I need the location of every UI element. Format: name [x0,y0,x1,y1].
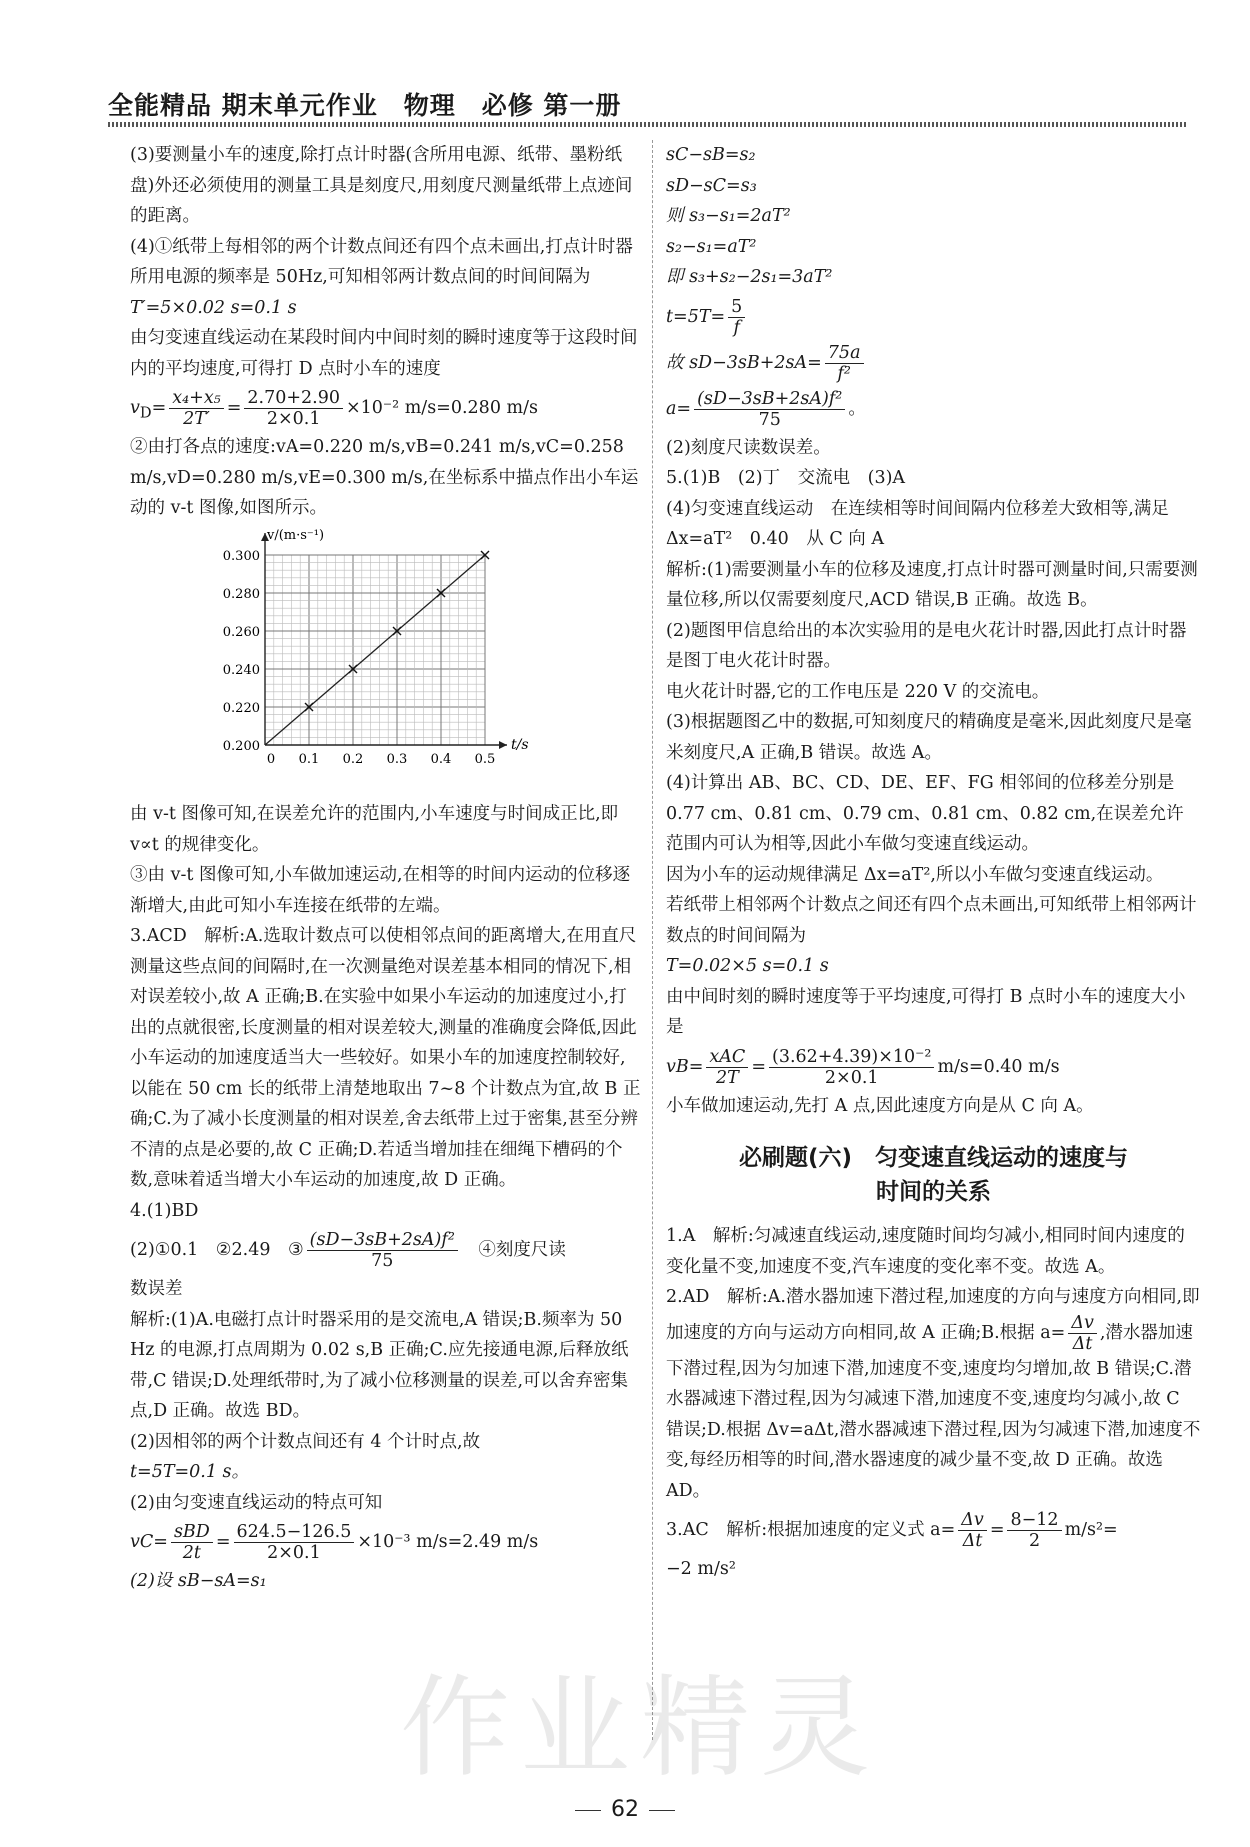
y-tick-label: 0.260 [222,624,260,640]
fraction [769,1047,934,1088]
page-number-value: 62 [611,1797,639,1822]
page-header [108,82,1188,122]
eq-lhs: t=5T= [666,306,726,327]
equation: sC−sB=s₂ [666,145,756,165]
fraction [244,388,343,429]
denominator: 75 [758,409,781,430]
fraction [1007,1510,1061,1551]
numerator: Δv [958,1510,987,1531]
equation: T=0.02×5 s=0.1 s [666,956,829,976]
answer-q5-part1: 5.(1)B (2)丁 交流电 (3)A [666,468,906,488]
text-paragraph: 小车做加速运动,先打 A 点,因此速度方向是从 C 向 A。 [666,1095,1094,1116]
equation-sd [666,341,1201,385]
denominator: 2T′ [183,409,210,429]
text-paragraph: ③由 v-t 图像可知,小车做加速运动,在相等的时间内运动的位移逐渐增大,由此可知小车连接在纸带的左端。 [130,865,631,916]
equation-t [666,295,1201,339]
q4-text: ④刻度尺读 [460,1240,566,1260]
eq-symbol: v [130,398,140,418]
text-paragraph: (2)题图甲信息给出的本次实验用的是电火花计时器,因此打点计时器是图丁电火花计时器。 [666,620,1187,671]
fraction [694,389,845,430]
equation-vb: vB= $\frac{\text{xAC}}{2T}$ = $\frac{\text{(3.62+4.39)×10⁻²}}{2\times 0.1}$ m/s=0.40 m/s [666,1046,1060,1088]
denominator: f [733,317,740,338]
eq-lhs: 故 sD−3sB+2sA= [666,352,822,373]
equation: sD−sC=s₃ [666,175,757,196]
x-tick-label: 0.5 [474,751,496,767]
numerator: 5 [728,297,745,318]
explanation-q5: 解析:(1)需要测量小车的位移及速度,打点计时器可测量时间,只需要测量位移,所以仅需要刻度尺,ACD 错误,B 正确。故选 B。 [666,559,1198,610]
equation-vc: vC= $\frac{\text{sBD}}{2t}$ = $\frac{624.5-126.5}{2\times 0.1}$ ×10⁻³ m/s=2.49 m/s [130,1522,539,1563]
eq-tail: m/s=0.40 m/s [937,1056,1060,1077]
answer-q4-part2 [130,1228,642,1272]
equation: t=5T=0.1 s。 [130,1462,250,1482]
denominator: 2×0.1 [267,1543,321,1563]
page-number-dash [575,1810,601,1811]
eq-tail: 。 [848,398,866,419]
numerator: 624.5−126.5 [234,1522,355,1543]
fraction [169,388,223,429]
numerator: 8−12 [1007,1510,1061,1531]
text-paragraph: ②由打各点的速度:vA=0.220 m/s,vB=0.241 m/s,vC=0.258 m/s,vD=0.280 m/s,vE=0.300 m/s,在坐标系中描点作出小车运动的 v-t 图像,如图所示。 [130,437,639,518]
numerator: 75a [825,343,864,364]
numerator: sBD [171,1522,213,1543]
numerator: xAC [706,1047,748,1068]
column-divider [652,140,653,1740]
denominator: 2T [715,1067,739,1088]
text-paragraph: (3)要测量小车的速度,除打点计时器(含所用电源、纸带、墨粉纸盘)外还必须使用的测量工具是刻度尺,用刻度尺测量纸带上点迹间的距离。 [130,145,633,226]
fraction [706,1047,748,1088]
text-paragraph: (2)刻度尺读数误差。 [666,437,831,458]
answer-q4-part1: 4.(1)BD [130,1200,199,1221]
eq-lhs: a= [666,398,692,419]
fraction [728,297,745,338]
text-paragraph: 数误差 [130,1279,183,1299]
answer-s1: 1.A 解析:匀减速直线运动,速度随时间均匀减小,相同时间内速度的变化量不变,加速度不变,汽车速度的变化率不变。故选 A。 [666,1226,1185,1277]
equation-vd: $v_D=$ $\frac{\text{x₄+x₅}}{2T'}$ = $\frac{2.70+2.90}{2\times 0.1}$ ×10⁻² m/s=0.280 m/s [130,388,538,429]
x-tick-label: 0.1 [298,751,320,767]
x-tick-label: 0.3 [386,751,408,767]
denominator: 75 [371,1251,394,1271]
x-tick-label: 0 [266,751,276,767]
y-axis-label: v/(m·s⁻¹) [267,527,325,543]
text-paragraph: 由匀变速直线运动在某段时间内中间时刻的瞬时速度等于这段时间内的平均速度,可得打 D 点时小车的速度 [130,328,638,379]
fraction [307,1230,458,1271]
s2-text: 2.AD 解析:A.潜水器加速下潜过程,加速度的方向与速度方向相同,即加速度的方向与运动方向相同,故 A 正确;B.根据 a= [666,1287,1200,1343]
right-column [666,140,1201,1585]
answer-s3 [666,1508,1201,1552]
numerator: x₄+x₅ [169,388,223,409]
left-column [130,140,642,1597]
numerator: (sD−3sB+2sA)f² [307,1230,458,1251]
numerator: 2.70+2.90 [244,388,343,409]
text-paragraph: 电火花计时器,它的工作电压是 220 V 的交流电。 [666,681,1050,702]
fraction [171,1522,213,1563]
q4-text: (2)①0.1 ②2.49 ③ [130,1240,304,1260]
s2-text: ,潜水器加速下潜过程,因为匀加速下潜,加速度不变,速度均匀增加,故 B 错误;C.潜水器减速下潜过程,因为匀减速下潜,加速度不变,速度均匀减小,故 C 错误;D.根据 Δv=aΔt,潜水器减速下潜过程,因为匀减速下潜,加速度不变,每经历相等的时间,潜水器速度的减少量不变,故 D 正确。故选 AD。 [666,1322,1201,1501]
eq-lhs: vB= [666,1056,704,1077]
fraction [234,1522,355,1563]
equation: 即 s₃+s₂−2s₁=3aT² [666,267,833,287]
text-paragraph: (3)根据题图乙中的数据,可知刻度尺的精确度是毫米,因此刻度尺是毫米刻度尺,A 正确,B 错误。故选 A。 [666,712,1192,763]
x-tick-label: 0.4 [430,751,452,767]
text-paragraph: 因为小车的运动规律满足 Δx=aT²,所以小车做匀变速直线运动。 [666,864,1164,885]
y-tick-label: 0.240 [222,662,260,678]
explanation-q4: 解析:(1)A.电磁打点计时器采用的是交流电,A 错误;B.频率为 50 Hz 的电源,打点周期为 0.02 s,B 正确;C.应先接通电源,后释放纸带,C 错误;D.处理纸带时,为了减小位移测量的误差,可以舍弃密集点,D 正确。故选 BD。 [130,1309,629,1421]
header-title: 全能精品 期末单元作业 物理 必修 第一册 [108,91,622,120]
eq-subscript: D [139,404,152,422]
equation: s₂−s₁=aT² [666,236,757,257]
chart-axes [261,528,529,753]
x-axis-label: t/s [511,736,529,753]
eq-tail: ×10⁻² m/s=0.280 m/s [345,398,538,418]
text-paragraph: (4)计算出 AB、BC、CD、DE、EF、FG 相邻间的位移差分别是 0.77 cm、0.81 cm、0.79 cm、0.81 cm、0.82 cm,在误差允许范围内可认为相等,因此小车做匀变速直线运动。 [666,773,1184,854]
page-number-dash [649,1810,675,1811]
section-title-line: 时间的关系 [876,1179,991,1205]
denominator: 2×0.1 [824,1067,879,1088]
header-rule [108,122,1188,127]
answer-q3: 3.ACD 解析:A.选取计数点可以使相邻点间的距离增大,在用直尺测量这些点间的间隔时,在一次测量绝对误差基本相同的情况下,相对误差较小,故 A 正确;B.在实验中如果小车运动的加速度过小,打出的点就很密,长度测量的相对误差较大,测量的准确度会降低,因此小车运动的加速度适当大一些较好。如果小车的加速度控制较好,以能在 50 cm 长的纸带上清楚地取出 7~8 个计数点为宜,故 B 正确;C.为了减小长度测量的相对误差,舍去纸带上过于密集,甚至分辨不清的点是必要的,故 C 正确;D.若适当增加挂在细绳下槽码的个数,意味着适当增大小车运动的加速度,故 D 正确。 [130,926,641,1190]
s3-eq: = [989,1520,1005,1540]
eq-symbol: vC= [130,1532,168,1552]
y-tick-label: 0.300 [222,548,260,564]
fraction [958,1510,987,1551]
answer-s2 [666,1282,1201,1506]
eq-tail: ×10⁻³ m/s=2.49 m/s [357,1532,539,1552]
equation-a [666,387,1201,431]
denominator: f² [837,363,851,384]
text-paragraph: 由中间时刻的瞬时速度等于平均速度,可得打 B 点时小车的速度大小是 [666,986,1186,1037]
x-tick-label: 0.2 [342,751,364,767]
text-paragraph: (2)由匀变速直线运动的特点可知 [130,1492,383,1513]
numerator: (3.62+4.39)×10⁻² [769,1047,934,1068]
y-tick-label: 0.200 [222,738,260,754]
x-axis-arrow [499,741,507,749]
vt-chart [190,527,529,785]
chart-series [265,551,489,745]
fraction [1068,1313,1097,1354]
fraction [825,343,864,384]
s3-text: 3.AC 解析:根据加速度的定义式 a= [666,1520,956,1540]
denominator: 2t [182,1543,201,1563]
equation: T′=5×0.02 s=0.1 s [130,297,297,318]
text-paragraph: 由 v-t 图像可知,在误差允许的范围内,小车速度与时间成正比,即 v∝t 的规律变化。 [130,804,619,855]
text-paragraph: 若纸带上相邻两个计数点之间还有四个点未画出,可知纸带上相邻两计数点的时间间隔为 [666,895,1197,946]
section-title [666,1141,1201,1209]
denominator: 2 [1028,1531,1041,1551]
denominator: Δt [962,1531,983,1551]
fit-line [265,555,485,745]
page-number [0,1797,1250,1822]
section-title-line: 必刷题(六) 匀变速直线运动的速度与 [738,1145,1129,1171]
text-paragraph: −2 m/s² [666,1559,736,1579]
answer-q5-part2: (4)匀变速直线运动 在连续相等时间间隔内位移差大致相等,满足 Δx=aT² 0.40 从 C 向 A [666,498,1169,549]
numerator: (sD−3sB+2sA)f² [694,389,845,410]
equation: (2)设 sB−sA=s₁ [130,1571,267,1591]
text-paragraph: (4)①纸带上每相邻的两个计数点间还有四个点未画出,打点计时器所用电源的频率是 50Hz,可知相邻两计数点间的时间间隔为 [130,236,633,287]
watermark: 作业精灵 [400,1664,880,1792]
denominator: 2×0.1 [266,409,321,429]
equation: 则 s₃−s₁=2aT² [666,206,791,226]
numerator: Δv [1068,1313,1097,1334]
y-tick-label: 0.280 [222,586,260,602]
denominator: Δt [1072,1333,1093,1354]
text-paragraph: (2)因相邻的两个计数点间还有 4 个计时点,故 [130,1431,481,1452]
y-tick-label: 0.220 [222,700,260,716]
s3-tail: m/s²= [1064,1520,1118,1540]
